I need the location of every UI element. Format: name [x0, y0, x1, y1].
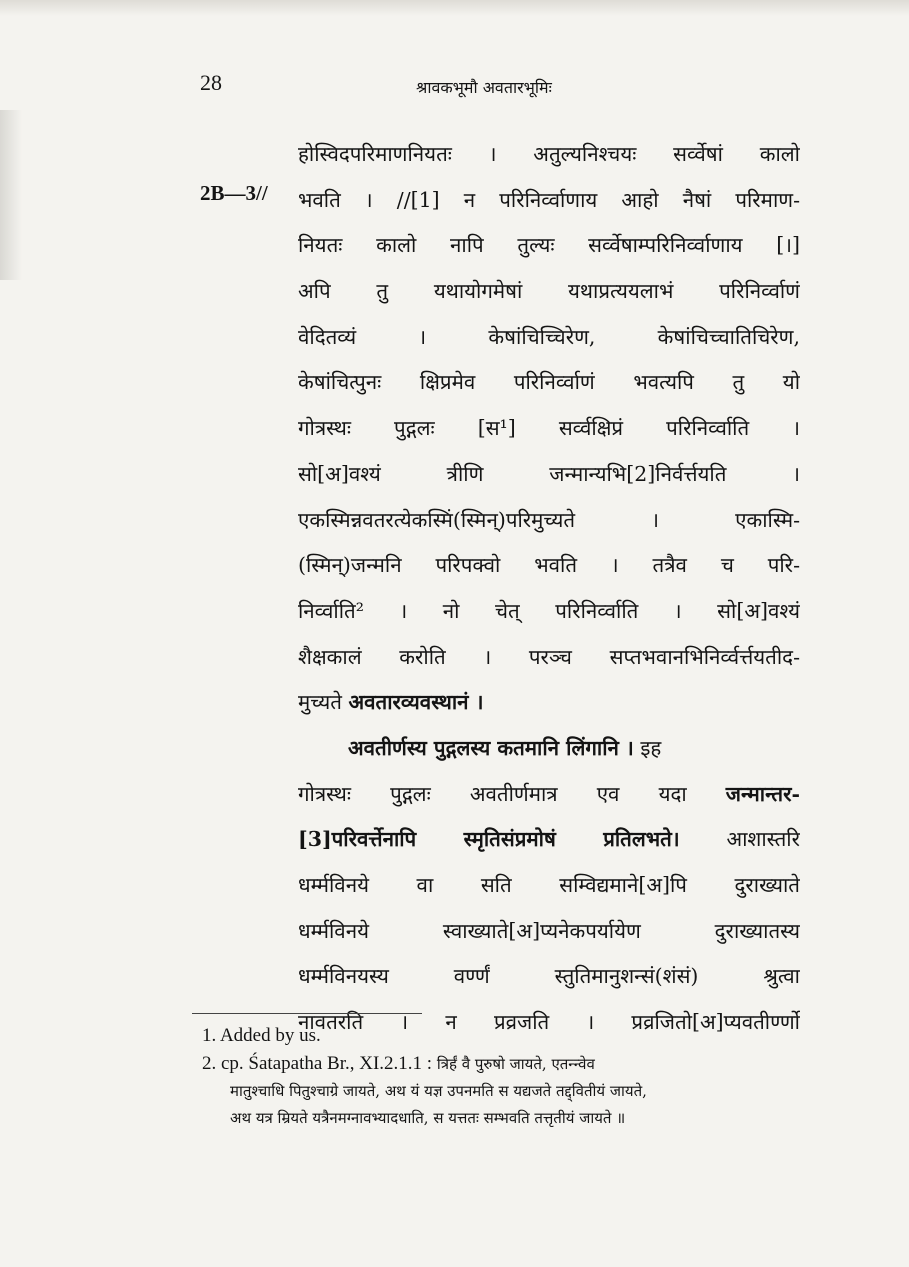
text-line: केषांचित्पुनः क्षिप्रमेव परिनिर्व्वाणं भवत्यपि तु यो	[298, 370, 800, 395]
text-line: नियतः कालो नापि तुल्यः सर्व्वेषाम्परिनिर्व्वाणाय [।]	[298, 233, 800, 258]
text-line: सो[अ]वश्यं त्रीणि जन्मान्यभि[2]निर्वर्त्तयति ।	[298, 461, 800, 486]
scan-top-edge	[0, 0, 909, 16]
text-line: भवति । //[1] न परिनिर्व्वाणाय आहो नैषां परिमाण-	[298, 187, 800, 212]
text-line: (स्मिन्)जन्मनि परिपक्वो भवति । तत्रैव च परि-	[298, 553, 800, 578]
text-line: धर्म्मविनये स्वाख्याते[अ]प्यनेकपर्यायेण दुराख्यातस्य	[298, 918, 800, 943]
bold-term: जन्मान्तर-	[725, 781, 800, 806]
footnote-2-line: मातुश्चाधि पितुश्चाग्रे जायते, अथ यं यज्ञ उपनमति स यद्यजते तद्द्वितीयं जायते,	[230, 1082, 647, 1100]
text-line: वेदितव्यं । केषांचिच्चिरेण, केषांचिच्चातिचिरेण,	[298, 324, 800, 349]
page-number: 28	[200, 70, 222, 95]
running-head: श्रावकभूमौ अवतारभूमिः	[416, 78, 552, 97]
bold-term: [3]परिवर्त्तेनापि स्मृतिसंप्रमोषं प्रतिलभते।	[298, 827, 680, 852]
text-line: एकस्मिन्नवतरत्येकस्मिं(स्मिन्)परिमुच्यते । एकास्मि-	[298, 507, 800, 532]
footnote-rule	[192, 1013, 422, 1014]
text-line: गोत्रस्थः पुद्गलः [स¹] सर्व्वक्षिप्रं परिनिर्व्वाति ।	[298, 416, 800, 441]
text-fragment: आशास्तरि	[679, 827, 800, 852]
text-line: धर्म्मविनये वा सति सम्विद्यमाने[अ]पि दुराख्याते	[298, 873, 800, 897]
paragraph-heading	[298, 726, 800, 772]
bold-term: अवतारव्यवस्थानं ।	[348, 690, 484, 715]
text-fragment: मुच्यते	[298, 690, 349, 715]
text-line	[298, 817, 800, 863]
margin-note: 2B—3//	[200, 181, 268, 205]
footnote-2-text: त्रिर्हं वै पुरुषो जायते, एतन्न्वेव	[432, 1055, 595, 1073]
footnote-2-line: अथ यत्र म्रियते यत्रैनमग्नावभ्यादधाति, स यत्ततः सम्भवति तत्तृतीयं जायते ॥	[230, 1109, 626, 1127]
heading-text: अवतीर्णस्य पुद्गलस्य कतमानि लिंगानि ।	[348, 735, 634, 760]
scan-left-shadow	[0, 110, 22, 280]
text-line: अपि तु यथायोगमेषां यथाप्रत्ययलाभं परिनिर्व्वाणं	[298, 279, 800, 304]
footnote-2	[202, 1050, 802, 1078]
text-line	[298, 680, 800, 726]
text-line: निर्व्वाति² । नो चेत् परिनिर्व्वाति । सो[अ]वश्यं	[298, 598, 800, 623]
footnote-2-lead: 2. cp. Śatapatha Br., XI.2.1.1 :	[202, 1053, 433, 1074]
footnote-1: 1. Added by us.	[202, 1025, 321, 1046]
body-text	[298, 132, 800, 1046]
text-line: होस्विदपरिमाणनियतः । अतुल्यनिश्चयः सर्व्वेषां कालो	[298, 142, 800, 166]
text-fragment: इह	[633, 735, 662, 760]
text-fragment: गोत्रस्थः पुद्गलः अवतीर्णमात्र एव यदा	[298, 781, 726, 806]
text-line: धर्म्मविनयस्य वर्ण्णं स्तुतिमानुशन्सं(शंसं) श्रुत्वा	[298, 964, 800, 989]
text-line: नावतरति । न प्रव्रजति । प्रव्रजितो[अ]प्यवतीर्ण्णो	[298, 1010, 800, 1035]
footnotes	[202, 1022, 802, 1132]
text-line	[298, 772, 800, 818]
text-line: शैक्षकालं करोति । परञ्च सप्तभवानभिनिर्व्वर्त्तयतीद-	[298, 644, 800, 669]
